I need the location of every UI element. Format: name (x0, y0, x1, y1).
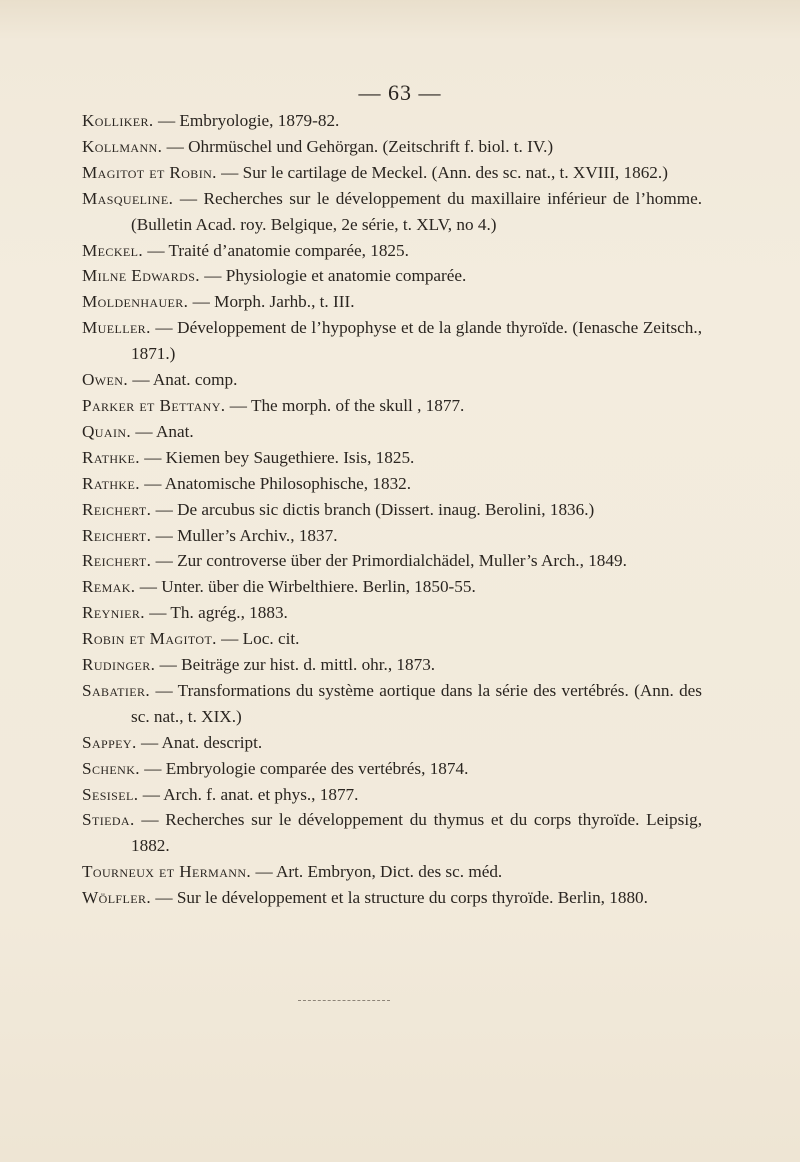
entry-text: — Anatomische Philosophische, 1832. (139, 473, 412, 493)
entry-author: Reichert. (82, 551, 152, 571)
entry-author: Milne Edwards. (82, 266, 200, 286)
entry-text: — Traité d’anatomie comparée, 1825. (143, 240, 409, 260)
bibliography-entry (82, 756, 702, 782)
entry-author: Moldenhauer. (82, 292, 189, 312)
entry-author: Rudinger. (82, 655, 156, 675)
bibliography-entry (82, 393, 702, 419)
entry-author: Sappey. (82, 732, 137, 752)
bibliography-entry (82, 134, 702, 160)
bibliography-entry (82, 238, 702, 264)
bibliography-entry (82, 186, 702, 238)
entry-author: Remak. (82, 577, 136, 597)
bibliography-entry (82, 419, 702, 445)
bibliography-entry (82, 574, 702, 600)
bibliography-entry (82, 445, 702, 471)
entry-text: — Beiträge zur hist. d. mittl. ohr., 1873. (155, 655, 436, 675)
entry-author: Masqueline. (82, 188, 174, 208)
entry-author: Tourneux et Hermann. (82, 862, 252, 882)
entry-text: — Anat. comp. (128, 370, 238, 390)
bibliography-entry (82, 367, 702, 393)
entry-text: — Th. agrég., 1883. (144, 603, 288, 623)
bibliography-entry (82, 497, 702, 523)
entry-author: Reichert. (82, 499, 152, 519)
entry-author: Schenk. (82, 758, 140, 778)
bibliography-entry (82, 523, 702, 549)
entry-text: — Recherches sur le développement du maxillaire inférieur de l’homme. (Bulletin Acad. roy. Belgique, 2e série, t. XLV, no 4.) (131, 188, 702, 234)
entry-author: Kolliker. (82, 111, 154, 130)
bibliography-entry (82, 548, 702, 574)
entry-author: Parker et Bettany. (82, 395, 226, 415)
entry-author: Meckel. (82, 240, 144, 260)
entry-author: Wölfler. (82, 888, 152, 908)
bibliography-entry (82, 263, 702, 289)
bibliography-entry (82, 160, 702, 186)
bibliography-entry (82, 626, 702, 652)
entry-author: Stieda. (82, 810, 135, 830)
entry-author: Magitot et Robin. (82, 162, 217, 182)
bibliography-entry (82, 859, 702, 885)
page-number: — 63 — (358, 80, 442, 105)
bibliography-entry (82, 315, 702, 367)
entry-text: — Ohrmüschel und Gehörgan. (Zeitschrift f. biol. t. IV.) (162, 136, 554, 156)
bibliography-entry (82, 652, 702, 678)
entry-text: — Kiemen bey Saugethiere. Isis, 1825. (139, 447, 415, 467)
entry-author: Robin et Magitot. (82, 629, 217, 649)
entry-text: — Embryologie, 1879-82. (153, 111, 340, 130)
entry-text: — Zur controverse über der Primordialchädel, Muller’s Arch., 1849. (151, 551, 627, 571)
entry-text: — Anat. (131, 421, 194, 441)
entry-author: Rathke. (82, 447, 140, 467)
bibliography-entry (82, 885, 702, 911)
entry-author: Owen. (82, 370, 129, 390)
bibliography-entry (82, 730, 702, 756)
entry-author: Reichert. (82, 525, 152, 545)
entry-author: Sesisel. (82, 784, 139, 804)
entry-author: Quain. (82, 421, 132, 441)
end-rule (298, 1000, 390, 1001)
entry-text: — Art. Embryon, Dict. des sc. méd. (251, 862, 503, 882)
entry-author: Kollmann. (82, 136, 163, 156)
bibliography-entry (82, 289, 702, 315)
entry-text: — Embryologie comparée des vertébrés, 1874. (140, 758, 469, 778)
entry-text: — Développement de l’hypophyse et de la glande thyroïde. (Ienasche Zeitsch., 1871.) (131, 318, 702, 364)
entry-author: Reynier. (82, 603, 145, 623)
entry-text: — Morph. Jarhb., t. III. (188, 292, 355, 312)
entry-author: Mueller. (82, 318, 151, 338)
entry-text: — Physiologie et anatomie comparée. (199, 266, 467, 286)
bibliography-list (82, 108, 702, 911)
entry-text: — Muller’s Archiv., 1837. (151, 525, 338, 545)
bibliography-entry (82, 108, 702, 134)
entry-text: — Anat. descript. (136, 732, 263, 752)
entry-text: — Sur le développement et la structure du corps thyroïde. Berlin, 1880. (151, 888, 648, 908)
entry-text: — Recherches sur le développement du thymus et du corps thyroïde. Leipsig, 1882. (131, 810, 702, 856)
bibliography-entry (82, 807, 702, 859)
entry-text: — Loc. cit. (216, 629, 300, 649)
entry-text: — The morph. of the skull , 1877. (225, 395, 465, 415)
bibliography-entry (82, 678, 702, 730)
entry-text: — Sur le cartilage de Meckel. (Ann. des sc. nat., t. XVIII, 1862.) (216, 162, 668, 182)
bibliography-entry (82, 471, 702, 497)
entry-text: — Transformations du système aortique dans la série des vertébrés. (Ann. des sc. nat., t. XIX.) (131, 680, 702, 726)
entry-text: — Arch. f. anat. et phys., 1877. (138, 784, 359, 804)
entry-author: Rathke. (82, 473, 140, 493)
bibliography-entry (82, 600, 702, 626)
entry-author: Sabatier. (82, 680, 151, 700)
entry-text: — De arcubus sic dictis branch (Dissert. inaug. Berolini, 1836.) (151, 499, 595, 519)
entry-text: — Unter. über die Wirbelthiere. Berlin, 1850-55. (135, 577, 476, 597)
bibliography-entry (82, 782, 702, 808)
